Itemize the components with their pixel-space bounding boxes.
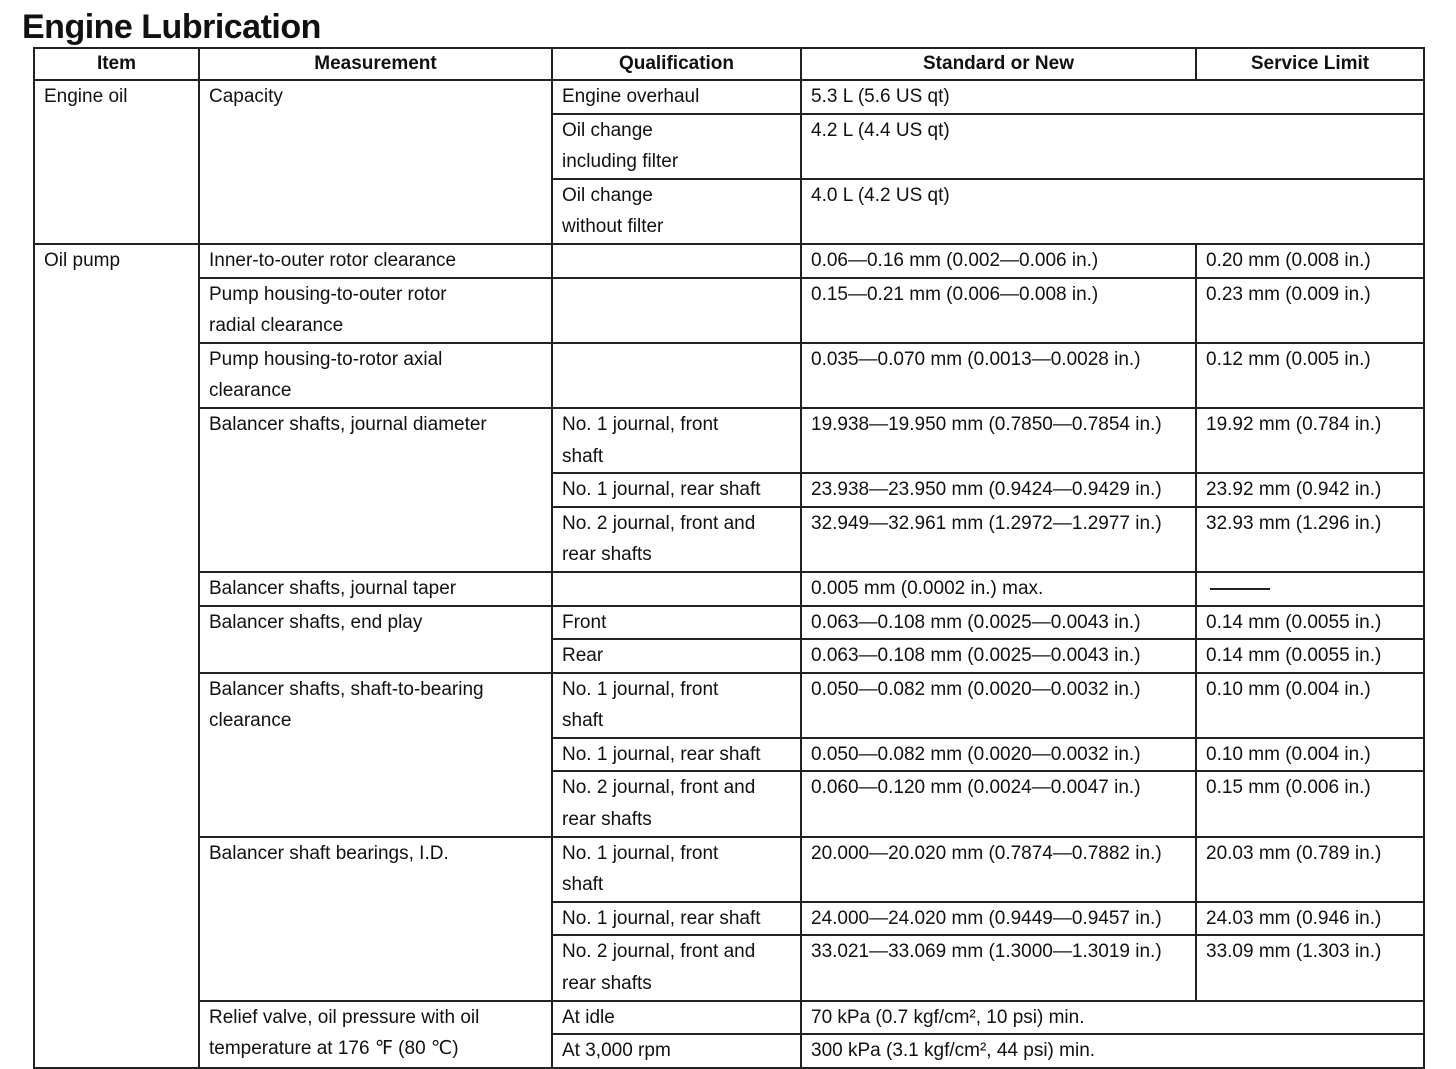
- standard-cell: 20.000—20.020 mm (0.7874—0.7882 in.): [801, 837, 1196, 902]
- not-applicable-dash: [1210, 588, 1270, 590]
- qualification-cell: Oil change including filter: [552, 114, 801, 179]
- qualification-cell: Front: [552, 606, 801, 640]
- qualification-cell: No. 1 journal, front shaft: [552, 408, 801, 473]
- service-limit-cell: 33.09 mm (1.303 in.): [1196, 935, 1424, 1000]
- qualification-cell: [552, 278, 801, 343]
- header-measurement: Measurement: [199, 48, 552, 80]
- qualification-cell: [552, 343, 801, 408]
- standard-cell: 32.949—32.961 mm (1.2972—1.2977 in.): [801, 507, 1196, 572]
- measurement-cell: Balancer shafts, shaft-to-bearing clearance: [199, 673, 552, 837]
- item-cell: Oil pump: [34, 244, 199, 1068]
- qualification-cell: Engine overhaul: [552, 80, 801, 114]
- standard-cell: 23.938—23.950 mm (0.9424—0.9429 in.): [801, 473, 1196, 507]
- standard-cell: 4.0 L (4.2 US qt): [801, 179, 1424, 244]
- standard-cell: 0.005 mm (0.0002 in.) max.: [801, 572, 1196, 606]
- service-limit-cell: 19.92 mm (0.784 in.): [1196, 408, 1424, 473]
- qualification-cell: At idle: [552, 1001, 801, 1035]
- table-row: [34, 837, 1424, 902]
- table-row: [34, 408, 1424, 473]
- measurement-cell: Balancer shafts, journal diameter: [199, 408, 552, 572]
- table-row: [34, 80, 1424, 114]
- standard-cell: 0.050—0.082 mm (0.0020—0.0032 in.): [801, 738, 1196, 772]
- table-row: [34, 343, 1424, 408]
- service-limit-cell: 0.14 mm (0.0055 in.): [1196, 639, 1424, 673]
- qualification-cell: No. 2 journal, front and rear shafts: [552, 507, 801, 572]
- qualification-cell: No. 2 journal, front and rear shafts: [552, 771, 801, 836]
- qualification-cell: Oil change without filter: [552, 179, 801, 244]
- standard-cell: 0.035—0.070 mm (0.0013—0.0028 in.): [801, 343, 1196, 408]
- qualification-cell: [552, 572, 801, 606]
- standard-cell: 0.06—0.16 mm (0.002—0.006 in.): [801, 244, 1196, 278]
- qualification-cell: [552, 244, 801, 278]
- standard-cell: 0.063—0.108 mm (0.0025—0.0043 in.): [801, 606, 1196, 640]
- qualification-cell: No. 2 journal, front and rear shafts: [552, 935, 801, 1000]
- table-row: [34, 572, 1424, 606]
- qualification-cell: Rear: [552, 639, 801, 673]
- standard-cell: 0.050—0.082 mm (0.0020—0.0032 in.): [801, 673, 1196, 738]
- table-row: [34, 244, 1424, 278]
- service-limit-cell: 0.20 mm (0.008 in.): [1196, 244, 1424, 278]
- measurement-cell: Capacity: [199, 80, 552, 244]
- standard-cell: 0.15—0.21 mm (0.006—0.008 in.): [801, 278, 1196, 343]
- standard-cell: 24.000—24.020 mm (0.9449—0.9457 in.): [801, 902, 1196, 936]
- service-limit-cell: 0.12 mm (0.005 in.): [1196, 343, 1424, 408]
- header-qualification: Qualification: [552, 48, 801, 80]
- standard-cell: 5.3 L (5.6 US qt): [801, 80, 1424, 114]
- qualification-cell: No. 1 journal, rear shaft: [552, 738, 801, 772]
- measurement-cell: Balancer shafts, journal taper: [199, 572, 552, 606]
- qualification-cell: At 3,000 rpm: [552, 1034, 801, 1068]
- header-row: [34, 48, 1424, 80]
- service-limit-cell: 0.10 mm (0.004 in.): [1196, 673, 1424, 738]
- service-limit-cell: 32.93 mm (1.296 in.): [1196, 507, 1424, 572]
- standard-cell: 300 kPa (3.1 kgf/cm², 44 psi) min.: [801, 1034, 1424, 1068]
- measurement-cell: Pump housing-to-outer rotor radial clearance: [199, 278, 552, 343]
- header-item: Item: [34, 48, 199, 80]
- table-row: [34, 1001, 1424, 1035]
- standard-cell: 0.063—0.108 mm (0.0025—0.0043 in.): [801, 639, 1196, 673]
- qualification-cell: No. 1 journal, front shaft: [552, 837, 801, 902]
- lubrication-spec-table: [33, 47, 1425, 1069]
- header-standard: Standard or New: [801, 48, 1196, 80]
- service-limit-cell: 23.92 mm (0.942 in.): [1196, 473, 1424, 507]
- service-limit-cell: 0.15 mm (0.006 in.): [1196, 771, 1424, 836]
- service-limit-cell: 0.23 mm (0.009 in.): [1196, 278, 1424, 343]
- standard-cell: 33.021—33.069 mm (1.3000—1.3019 in.): [801, 935, 1196, 1000]
- service-limit-cell: 0.10 mm (0.004 in.): [1196, 738, 1424, 772]
- measurement-cell: Relief valve, oil pressure with oil temperature at 176 ℉ (80 ℃): [199, 1001, 552, 1068]
- table-row: [34, 606, 1424, 640]
- header-service-limit: Service Limit: [1196, 48, 1424, 80]
- service-limit-cell: 24.03 mm (0.946 in.): [1196, 902, 1424, 936]
- service-limit-cell: 20.03 mm (0.789 in.): [1196, 837, 1424, 902]
- standard-cell: 0.060—0.120 mm (0.0024—0.0047 in.): [801, 771, 1196, 836]
- standard-cell: 4.2 L (4.4 US qt): [801, 114, 1424, 179]
- table-row: [34, 278, 1424, 343]
- standard-cell: 70 kPa (0.7 kgf/cm², 10 psi) min.: [801, 1001, 1424, 1035]
- service-limit-cell: [1196, 572, 1424, 606]
- measurement-cell: Pump housing-to-rotor axial clearance: [199, 343, 552, 408]
- qualification-cell: No. 1 journal, rear shaft: [552, 473, 801, 507]
- qualification-cell: No. 1 journal, rear shaft: [552, 902, 801, 936]
- item-cell: Engine oil: [34, 80, 199, 244]
- measurement-cell: Balancer shaft bearings, I.D.: [199, 837, 552, 1001]
- table-row: [34, 673, 1424, 738]
- measurement-cell: Balancer shafts, end play: [199, 606, 552, 673]
- standard-cell: 19.938—19.950 mm (0.7850—0.7854 in.): [801, 408, 1196, 473]
- page-title: Engine Lubrication: [22, 8, 321, 46]
- qualification-cell: No. 1 journal, front shaft: [552, 673, 801, 738]
- service-limit-cell: 0.14 mm (0.0055 in.): [1196, 606, 1424, 640]
- measurement-cell: Inner-to-outer rotor clearance: [199, 244, 552, 278]
